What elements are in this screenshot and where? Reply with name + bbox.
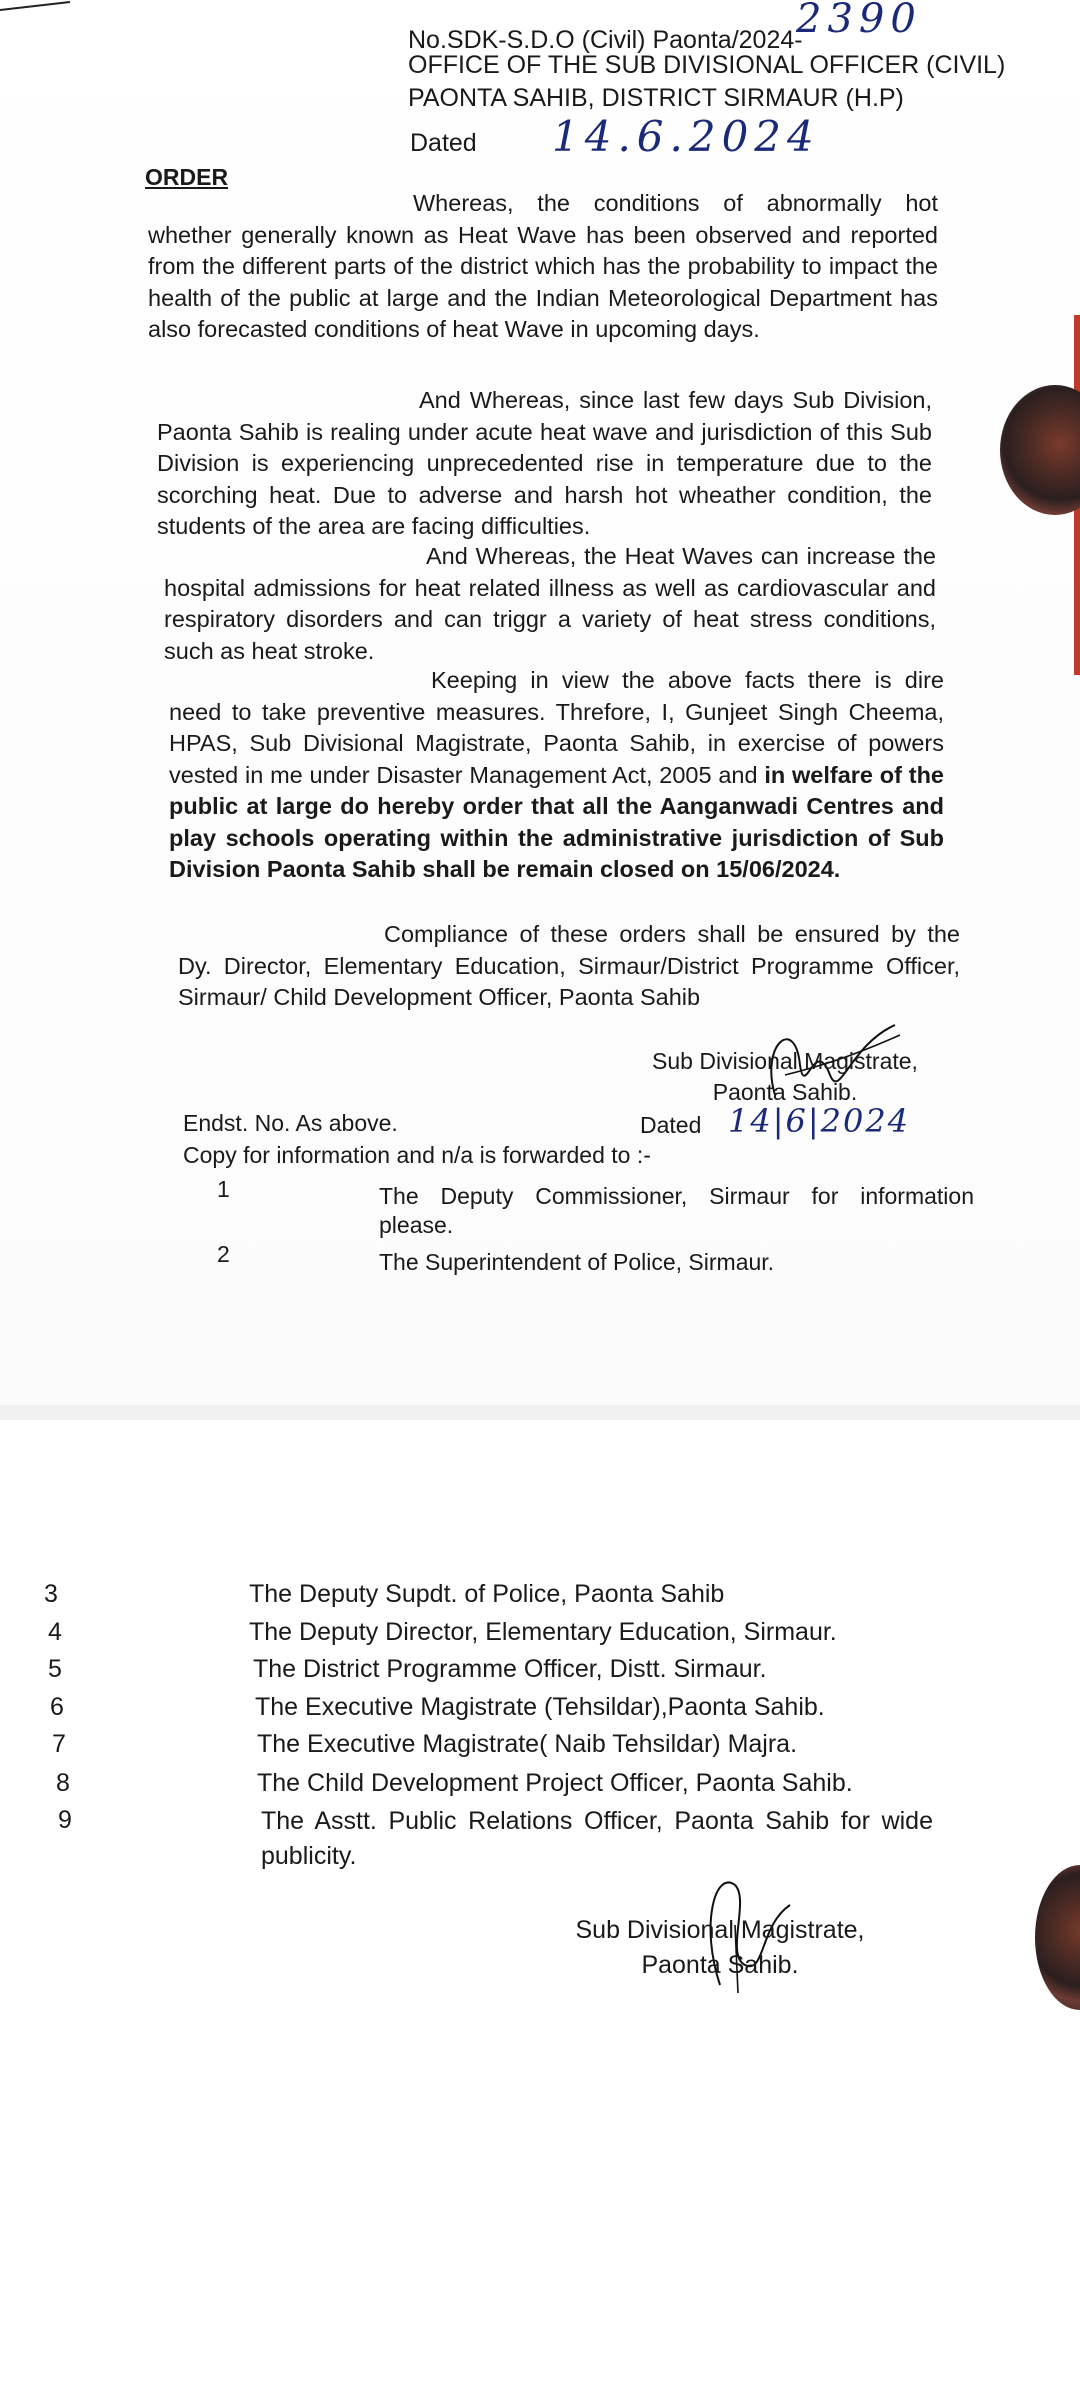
order-title: ORDER [145, 164, 229, 190]
copy-item-text: The Deputy Commissioner, Sirmaur for information please. [379, 1183, 974, 1238]
paragraph-4: Keeping in view the above facts there is dire need to take preventive measures. Threfore, I, Gunjeet Singh Cheema, HPAS, Sub Divisional Magistrate, Paonta Sahib, in exercise of powers vested in me under Disaster Management Act, 2005 and in welfare of the public at large do hereby order that all the Aanganwadi Centres and play schools operating within the administrative jurisdiction of Sub Division Paonta Sahib shall be remain closed on 15/06/2024. [169, 667, 944, 882]
page-separator [0, 1405, 1080, 1420]
paragraph-1: Whereas, the conditions of abnormally hot whether generally known as Heat Wave has been observed and reported from the different parts of the district which has the probability to impact the health of the public at large and the Indian Meteorological Department has also forecasted conditions of heat Wave in upcoming days. [148, 190, 938, 342]
copy-item-number: 6 [50, 1693, 64, 1721]
signature-block-1 [630, 1046, 940, 1108]
copy-forwarded-line: Copy for information and n/a is forwarded to :- [183, 1142, 651, 1168]
signature-title: Sub Divisional Magistrate, [575, 1916, 865, 1944]
paragraph-5: Compliance of these orders shall be ensured by the Dy. Director, Elementary Education, Sirmaur/District Programme Officer, Sirmaur/ Child Development Officer, Paonta Sahib [178, 921, 960, 1010]
paragraph-2: And Whereas, since last few days Sub Division, Paonta Sahib is realing under acute heat wave and jurisdiction of this Sub Division is experiencing unprecedented rise in temperature due to the scorching heat. Due to adverse and harsh hot wheather condition, the students of the area are facing difficulties. [157, 387, 932, 539]
dated-label: Dated [410, 129, 477, 157]
endorsement-handwritten-date: 14|6|2024 [728, 1102, 911, 1140]
copy-item-text: The Executive Magistrate (Tehsildar),Paonta Sahib. [255, 1693, 825, 1721]
copy-item-number: 9 [58, 1806, 72, 1834]
paragraph-3: And Whereas, the Heat Waves can increase the hospital admissions for heat related illness as well as cardiovascular and respiratory disorders and can triggr a variety of heat stress conditions, such as heat stroke. [164, 543, 936, 664]
copy-item-text: The Executive Magistrate( Naib Tehsildar) Majra. [257, 1730, 798, 1758]
copy-item-number: 7 [52, 1730, 66, 1758]
copy-item-number: 1 [217, 1176, 230, 1202]
copy-item-number: 4 [48, 1618, 62, 1646]
signature-place: Paonta Sahib. [641, 1951, 799, 1979]
corner-mark [0, 0, 80, 12]
endorsement-dated-label: Dated [640, 1112, 702, 1138]
office-line-1: OFFICE OF THE SUB DIVISIONAL OFFICER (CIVIL) [408, 51, 1006, 79]
copy-item-text: The District Programme Officer, Distt. Sirmaur. [253, 1655, 767, 1683]
document-page-2 [0, 1420, 1080, 2400]
copy-item-number: 5 [48, 1655, 62, 1683]
signature-place: Paonta Sahib. [712, 1079, 858, 1105]
copy-item-text: The Deputy Director, Elementary Education, Sirmaur. [249, 1618, 837, 1646]
copy-item-number: 8 [56, 1769, 70, 1797]
signature-block-2 [560, 1913, 880, 1983]
reference-number: No.SDK-S.D.O (Civil) Paonta/2024- [408, 26, 803, 54]
handwritten-date: 14.6.2024 [552, 112, 820, 161]
order-operative-text: in welfare of the public at large do hereby order that all the Aanganwadi Centres and play schools operating within the administrative jurisdiction of Sub Division Paonta Sahib shall be remain closed on 15/06/2024. [169, 761, 944, 882]
handwritten-ref-number: 2390 [796, 0, 922, 42]
copy-item-number: 2 [217, 1241, 230, 1267]
seal-stamp-2 [1035, 1865, 1080, 2010]
copy-item-text: The Child Development Project Officer, Paonta Sahib. [257, 1769, 853, 1797]
copy-item-text: The Deputy Supdt. of Police, Paonta Sahib [249, 1580, 725, 1608]
copy-item-text: The Asstt. Public Relations Officer, Paonta Sahib for wide publicity. [261, 1807, 933, 1870]
endorsement-number: Endst. No. As above. [183, 1110, 398, 1136]
copy-item-text: The Superintendent of Police, Sirmaur. [379, 1249, 775, 1275]
seal-stamp [1000, 385, 1080, 515]
signature-title: Sub Divisional Magistrate, [652, 1048, 918, 1074]
copy-item-number: 3 [44, 1580, 58, 1608]
office-line-2: PAONTA SAHIB, DISTRICT SIRMAUR (H.P) [408, 84, 904, 112]
